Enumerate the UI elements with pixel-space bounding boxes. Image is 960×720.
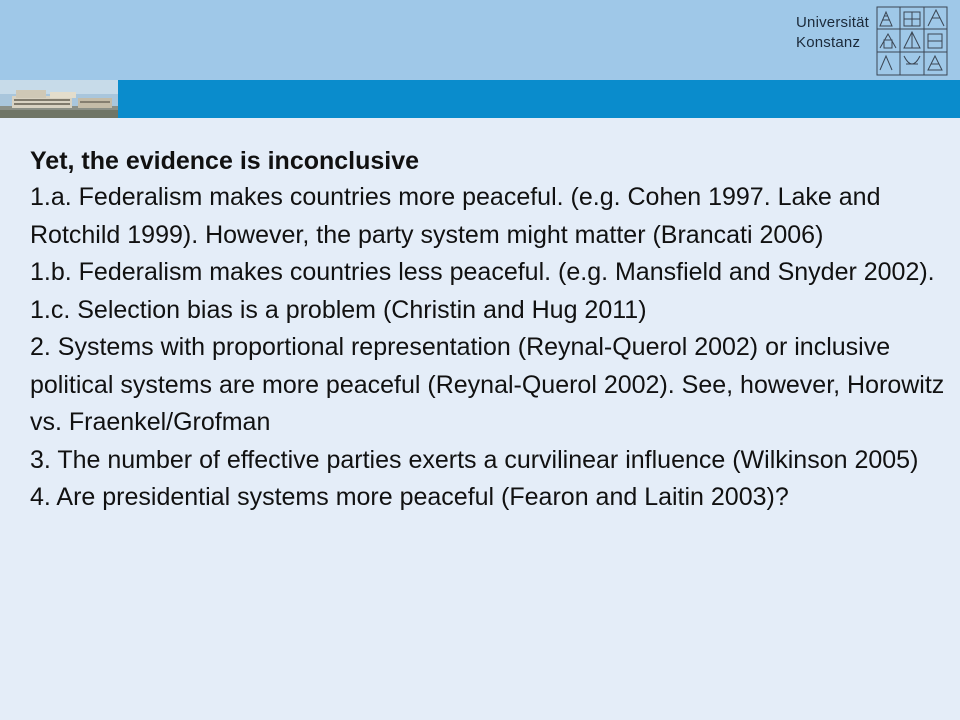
campus-photo [0, 80, 118, 118]
university-name-line1: Universität [796, 14, 870, 31]
slide-content [30, 143, 955, 517]
slide-heading: Yet, the evidence is inconclusive [30, 147, 420, 175]
item-1c: 1.c. Selection bias is a problem (Christin and Hug 2011) [30, 295, 647, 324]
item-2: 2. Systems with proportional representation (Reynal-Querol 2002) or inclusive political systems are more peaceful (Reynal-Querol 2002). See, however, Horowitz vs. Fraenkel/Grofman [30, 333, 945, 436]
university-logo-icon [876, 6, 948, 76]
campus-photo-graphic [0, 80, 118, 118]
header-strip [0, 80, 960, 118]
item-1b: 1.b. Federalism makes countries less peaceful. (e.g. Mansfield and Snyder 2002). [30, 258, 935, 286]
item-3: 3. The number of effective parties exerts a curvilinear influence (Wilkinson 2005) [30, 445, 919, 474]
university-name [796, 13, 869, 53]
item-4: 4. Are presidential systems more peaceful (Fearon and Laitin 2003)? [30, 483, 789, 511]
university-name-line2: Konstanz [796, 34, 861, 51]
item-1a: 1.a. Federalism makes countries more peaceful. (e.g. Cohen 1997. Lake and Rotchild 1999). However, the party system might matter (Brancati 2006) [30, 183, 881, 249]
